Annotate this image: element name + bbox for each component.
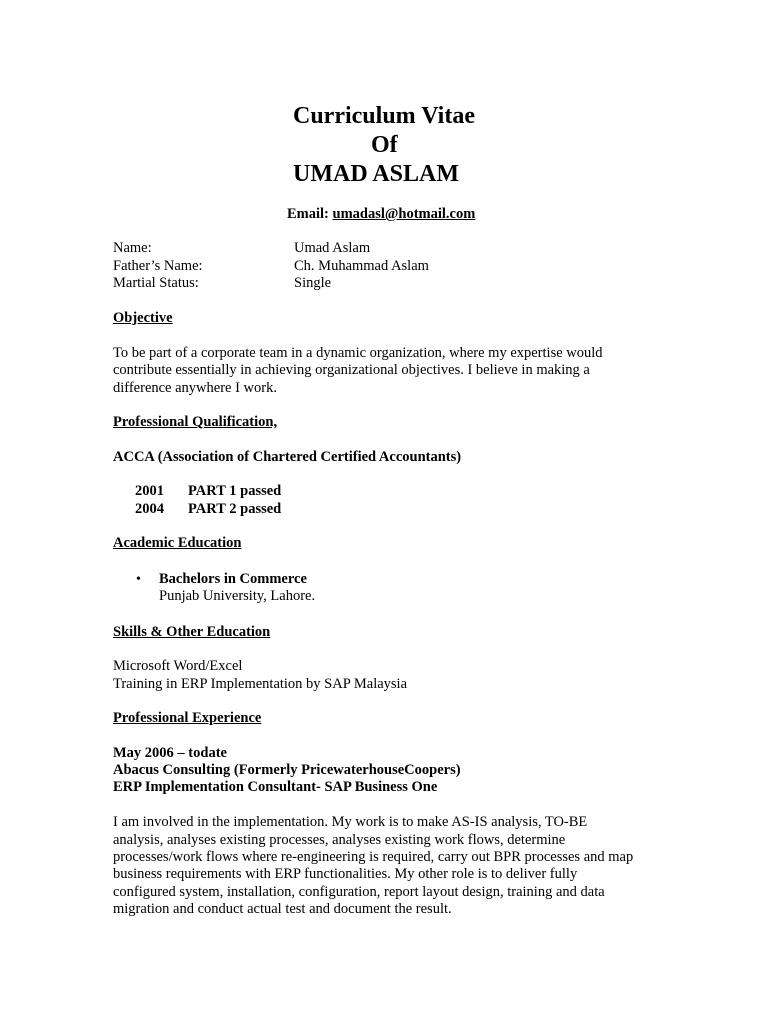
- experience-line: migration and conduct actual test and document the result.: [113, 901, 452, 917]
- experience-line: business requirements with ERP functionalities. My other role is to deliver fully: [113, 866, 578, 882]
- experience-company: Abacus Consulting (Formerly PricewaterhouseCoopers): [113, 762, 461, 778]
- experience-line: configured system, installation, configuration, report layout design, training and data: [113, 884, 605, 900]
- experience-period: May 2006 – todate: [113, 745, 227, 761]
- experience-line: analysis, analyses existing processes, analyses existing work flows, determine: [113, 832, 566, 848]
- email-line: [287, 206, 475, 223]
- qualification-year: 2004: [135, 501, 164, 517]
- academic-heading: Academic Education: [113, 535, 242, 551]
- experience-line: I am involved in the implementation. My work is to make AS-IS analysis, TO-BE: [113, 814, 588, 830]
- objective-line: contribute essentially in achieving organizational objectives. I believe in making a: [113, 362, 590, 378]
- objective-line: To be part of a corporate team in a dynamic organization, where my expertise would: [113, 345, 603, 361]
- marital-status-value: Single: [294, 275, 332, 291]
- skill-item: Training in ERP Implementation by SAP Malaysia: [113, 676, 408, 692]
- experience-role: ERP Implementation Consultant- SAP Business One: [113, 779, 438, 795]
- objective-line: difference anywhere I work.: [113, 380, 277, 396]
- name-value: Umad Aslam: [294, 240, 371, 256]
- title-curriculum-vitae: Curriculum Vitae: [293, 103, 475, 129]
- name-label: Name:: [113, 240, 152, 256]
- qualification-detail: PART 2 passed: [188, 501, 282, 517]
- email-label: Email:: [287, 206, 329, 222]
- qualification-detail: PART 1 passed: [188, 483, 282, 499]
- degree-title: Bachelors in Commerce: [159, 571, 307, 587]
- father-name-value: Ch. Muhammad Aslam: [294, 258, 429, 274]
- experience-line: processes/work flows where re-engineering is required, carry out BPR processes and map: [113, 849, 634, 865]
- degree-institution: Punjab University, Lahore.: [159, 588, 316, 604]
- qualification-title: ACCA (Association of Chartered Certified Accountants): [113, 449, 462, 465]
- email-link[interactable]: umadasl@hotmail.com: [332, 206, 476, 222]
- title-name: UMAD ASLAM: [293, 161, 459, 187]
- father-name-label: Father’s Name:: [113, 258, 203, 274]
- qualification-year: 2001: [135, 483, 164, 499]
- objective-heading: Objective: [113, 310, 173, 326]
- qualification-heading: Professional Qualification,: [113, 414, 278, 430]
- experience-heading: Professional Experience: [113, 710, 262, 726]
- skill-item: Microsoft Word/Excel: [113, 658, 243, 674]
- bullet-icon: •: [136, 572, 141, 587]
- skills-heading: Skills & Other Education: [113, 624, 271, 640]
- marital-status-label: Martial Status:: [113, 275, 199, 291]
- title-of: Of: [371, 132, 398, 158]
